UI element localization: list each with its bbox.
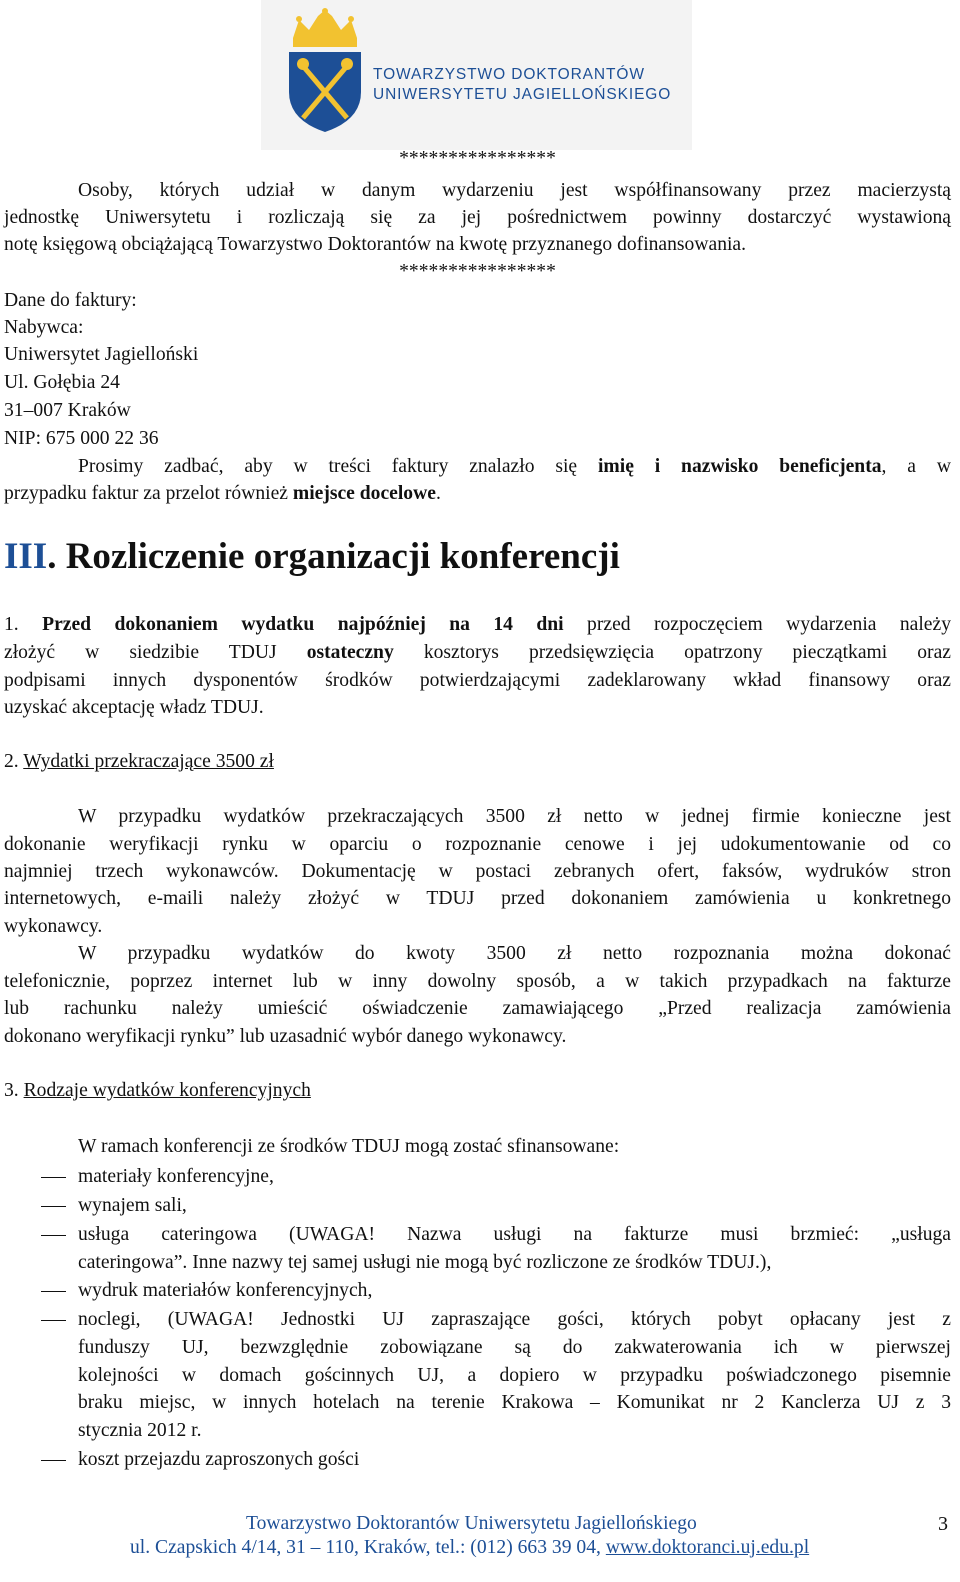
invoice-request-line: przypadku faktur za przelot również miejsce docelowe. xyxy=(4,483,441,504)
org-name-line1: TOWARZYSTWO DOKTORANTÓW xyxy=(373,66,645,83)
point1-line: podpisami innych dysponentów środków potwierdzającymi zadeklarowany wkład finansowy oraz xyxy=(4,670,951,691)
list-item: koszt przejazdu zaproszonych gości xyxy=(78,1449,360,1470)
footer-website-link[interactable]: www.doktoranci.uj.edu.pl xyxy=(605,1537,810,1558)
notice-line: notę księgową obciążającą Towarzystwo Doktorantów na kwotę przyznanego dofinansowania. xyxy=(4,234,747,255)
notice-line: Osoby, których udział w danym wydarzeniu jest współfinansowany przez macierzystą xyxy=(78,180,951,201)
invoice-heading: Dane do faktury: xyxy=(4,290,137,311)
section-heading: III. Rozliczenie organizacji konferencji xyxy=(4,536,620,577)
buyer-nip: NIP: 675 000 22 36 xyxy=(4,428,159,449)
point2-text-line: internetowych, e-maili należy złożyć w TDUJ przed dokonaniem zamówienia u konkretnego xyxy=(4,888,951,909)
buyer-name: Uniwersytet Jagielloński xyxy=(4,344,199,365)
buyer-city: 31–007 Kraków xyxy=(4,400,131,421)
footer-address: ul. Czapskich 4/14, 31 – 110, Kraków, tel.: (012) 663 39 04, www.doktoranci.uj.edu.pl xyxy=(130,1537,810,1558)
point2-text-line: telefonicznie, poprzez internet lub w inny dowolny sposób, a w takich przypadkach na fakturze xyxy=(4,971,951,992)
list-item-cont: kolejności w domach gościnnych UJ, a dopiero w przypadku poświadczonego pisemnie xyxy=(78,1365,951,1386)
separator: **************** xyxy=(399,148,556,169)
list-item: noclegi, (UWAGA! Jednostki UJ zapraszające gości, których pobyt opłacany jest z xyxy=(78,1309,951,1330)
org-name-line2: UNIWERSYTETU JAGIELLOŃSKIEGO xyxy=(373,86,672,103)
point2-text-line: najmniej trzech wykonawców. Dokumentację w postaci zebranych ofert, faksów, wydruków stron xyxy=(4,861,951,882)
list-item: materiały konferencyjne, xyxy=(78,1166,274,1187)
buyer-label: Nabywca: xyxy=(4,317,84,338)
separator: **************** xyxy=(399,261,556,282)
list-item-cont: cateringowa”. Inne nazwy tej samej usługi nie mogą być rozliczone ze środków TDUJ.), xyxy=(78,1252,772,1273)
point2-heading: 2. Wydatki przekraczające 3500 zł xyxy=(4,751,274,772)
list-dash xyxy=(41,1177,66,1178)
point1-line: 1. Przed dokonaniem wydatku najpóźniej na 14 dni przed rozpoczęciem wydarzenia należy xyxy=(4,614,952,635)
page-number: 3 xyxy=(938,1513,948,1535)
point2-text-line: wykonawcy. xyxy=(4,916,103,937)
list-dash xyxy=(41,1291,66,1292)
point2-text-line: lub rachunku należy umieścić oświadczenie zamawiającego „Przed realizacja zamówienia xyxy=(4,998,951,1019)
point3-intro: W ramach konferencji ze środków TDUJ mogą zostać sfinansowane: xyxy=(78,1136,620,1157)
point1-line: uzyskać akceptację władz TDUJ. xyxy=(4,697,264,718)
list-dash xyxy=(41,1206,66,1207)
list-item: wynajem sali, xyxy=(78,1195,187,1216)
footer-org-name: Towarzystwo Doktorantów Uniwersytetu Jagiellońskiego xyxy=(246,1513,697,1534)
point2-text-line: dokonanie weryfikacji rynku w oparciu o rozpoznanie cenowe i jej udokumentowanie od co xyxy=(4,834,951,855)
point2-text-line: W przypadku wydatków przekraczających 3500 zł netto w jednej firmie konieczne jest xyxy=(78,806,951,827)
point2-text-line: W przypadku wydatków do kwoty 3500 zł netto rozpoznania można dokonać xyxy=(78,943,951,964)
list-dash xyxy=(41,1460,66,1461)
point1-line: złożyć w siedzibie TDUJ ostateczny kosztorys przedsięwzięcia opatrzony pieczątkami oraz xyxy=(4,642,951,663)
list-item-cont: stycznia 2012 r. xyxy=(78,1420,202,1441)
header-logo xyxy=(261,0,692,150)
point3-heading: 3. Rodzaje wydatków konferencyjnych xyxy=(4,1080,311,1101)
buyer-street: Ul. Gołębia 24 xyxy=(4,372,120,393)
notice-line: jednostkę Uniwersytetu i rozliczają się za jej pośrednictwem powinny dostarczyć wystawioną xyxy=(4,207,951,228)
list-item-cont: funduszy UJ, bezwzględnie zobowiązane są do zakwaterowania ich w pierwszej xyxy=(78,1337,951,1358)
point2-text-line: dokonano weryfikacji rynku” lub uzasadnić wybór danego wykonawcy. xyxy=(4,1026,567,1047)
list-item: wydruk materiałów konferencyjnych, xyxy=(78,1280,373,1301)
list-dash xyxy=(41,1320,66,1321)
list-dash xyxy=(41,1235,66,1236)
uj-crest-icon xyxy=(285,8,365,134)
list-item: usługa cateringowa (UWAGA! Nazwa usługi na fakturze musi brzmieć: „usługa xyxy=(78,1224,951,1245)
list-item-cont: braku miejsc, w innych hotelach na terenie Krakowa – Komunikat nr 2 Kanclerza UJ z 3 xyxy=(78,1392,951,1413)
invoice-request-line: Prosimy zadbać, aby w treści faktury znalazło się imię i nazwisko beneficjenta, a w xyxy=(78,456,951,477)
